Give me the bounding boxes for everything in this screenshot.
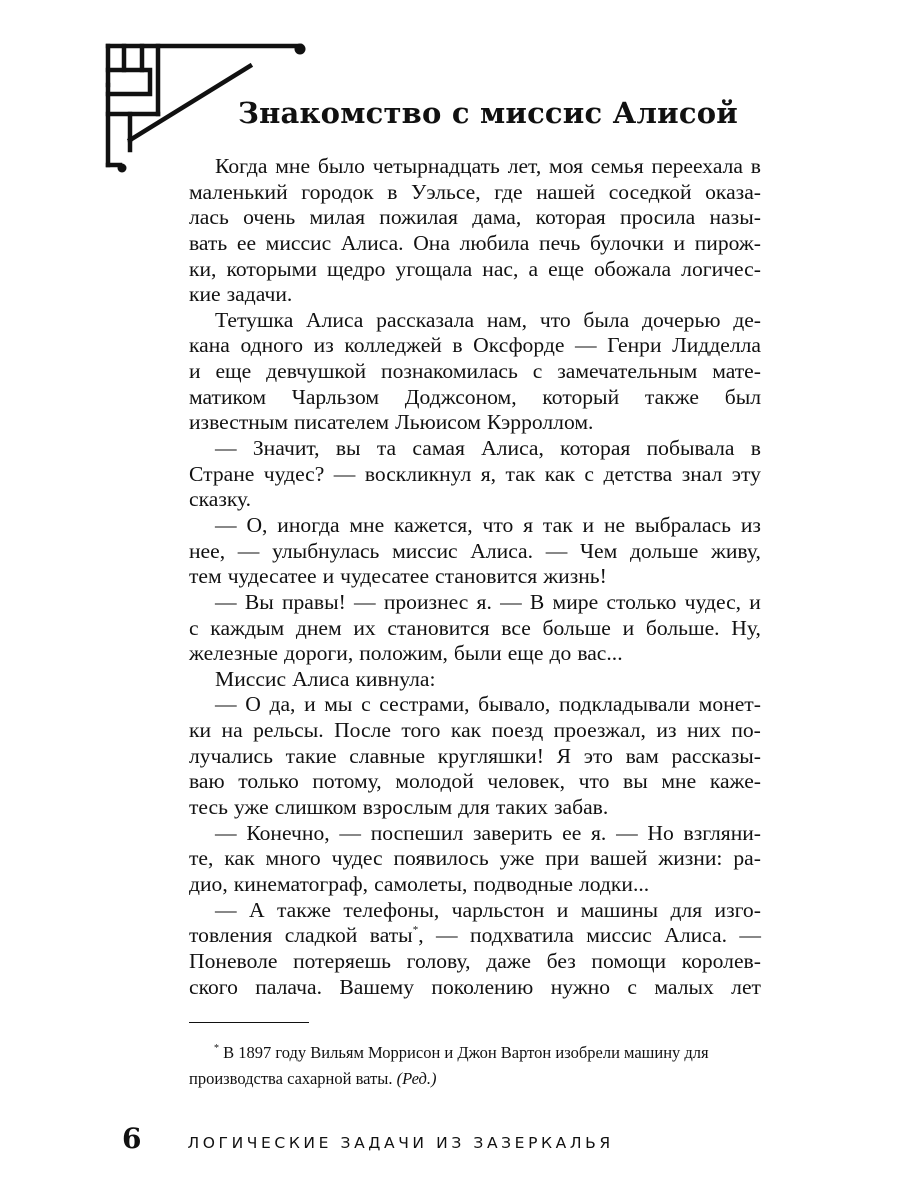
text-line: кие задачи.: [189, 282, 293, 307]
footnote-text-2: производства сахарной ваты.: [189, 1069, 393, 1088]
footnote-editor-note: (Ред.): [396, 1069, 437, 1088]
text-line: ваю только потому, молодой человек, что вы мне каже-: [189, 769, 761, 794]
text-line: тем чудесатее и чудесатее становится жизнь!: [189, 564, 607, 589]
text-line: тесь уже слишком взрослым для таких забав.: [189, 795, 609, 820]
text-line: матиком Чарльзом Доджсоном, который также был: [189, 384, 761, 409]
chapter-title: Знакомство с миссис Алисой: [238, 96, 738, 130]
text-line: вать ее миссис Алиса. Она любила печь булочки и пирож-: [189, 230, 761, 255]
paragraph: [189, 898, 761, 1001]
text-line: нее, — улыбнулась миссис Алиса. — Чем дольше живу,: [189, 538, 761, 563]
text-line: — А также телефоны, чарльстон и машины для изго-: [215, 897, 761, 922]
text-line: лучались такие славные кругляшки! Я это вам рассказы-: [189, 743, 761, 768]
text-line: Стране чудес? — воскликнул я, так как с детства знал эту: [189, 461, 761, 486]
footnote: [189, 1040, 761, 1092]
running-title: ЛОГИЧЕСКИЕ ЗАДАЧИ ИЗ ЗАЗЕРКАЛЬЯ: [187, 1134, 614, 1152]
text-line: лась очень милая пожилая дама, которая просила назы-: [189, 205, 761, 230]
footnote-marker: *: [214, 1043, 219, 1054]
footnote-line-2: [189, 1066, 761, 1092]
text-line: дио, кинематограф, самолеты, подводные лодки...: [189, 871, 650, 896]
paragraph: [189, 436, 761, 513]
paragraph: [189, 590, 761, 667]
text-line: кана одного из колледжей в Оксфорде — Генри Лидделла: [189, 333, 761, 358]
text-line: известным писателем Льюисом Кэрроллом.: [189, 410, 594, 435]
text-line: ки, которыми щедро угощала нас, а еще обожала логичес-: [189, 256, 761, 281]
text-line: — О, иногда мне кажется, что я так и не выбралась из: [215, 512, 761, 537]
footnote-divider: [189, 1022, 309, 1023]
text-line: Миссис Алиса кивнула:: [215, 666, 436, 691]
text-line: товления сладкой ваты*, — подхватила миссис Алиса. —: [189, 923, 761, 948]
paragraph: [189, 692, 761, 820]
page-footer: [122, 1122, 614, 1155]
text-line: Когда мне было четырнадцать лет, моя семья переехала в: [215, 154, 761, 178]
text-line: — Вы правы! — произнес я. — В мире столько чудес, и: [215, 589, 761, 614]
paragraph: [189, 821, 761, 898]
text-line: ского палача. Вашему поколению нужно с малых лет: [189, 974, 761, 999]
text-line: — Значит, вы та самая Алиса, которая побывала в: [215, 436, 761, 461]
text-line: маленький городок в Уэльсе, где нашей соседкой оказа-: [189, 179, 761, 204]
text-line: и еще девчушкой познакомилась с замечательным мате-: [189, 359, 761, 384]
text-line: Поневоле потеряешь голову, даже без помощи королев-: [189, 948, 761, 973]
text-line: те, как много чудес появилось уже при вашей жизни: ра-: [189, 846, 761, 871]
text-line: с каждым днем их становится все больше и больше. Ну,: [189, 615, 761, 640]
page-number: 6: [122, 1122, 142, 1155]
text-line: ки на рельсы. После того как поезд проезжал, из них по-: [189, 718, 761, 743]
text-line: сказку.: [189, 487, 252, 512]
text-line: Тетушка Алиса рассказала нам, что была дочерью де-: [215, 307, 761, 332]
text-line: — О да, и мы с сестрами, бывало, подкладывали монет-: [215, 692, 761, 717]
body-text: [189, 154, 761, 1000]
footnote-line-1: [189, 1040, 761, 1066]
text-line: — Конечно, — поспешил заверить ее я. — Но взгляни-: [215, 820, 761, 845]
text-line: железные дороги, положим, были еще до вас...: [189, 641, 623, 666]
paragraph: [189, 308, 761, 436]
footnote-text: В 1897 году Вильям Моррисон и Джон Вартон изобрели машину для: [223, 1043, 709, 1062]
paragraph: [189, 513, 761, 590]
paragraph: [189, 667, 761, 693]
paragraph: [189, 154, 761, 308]
